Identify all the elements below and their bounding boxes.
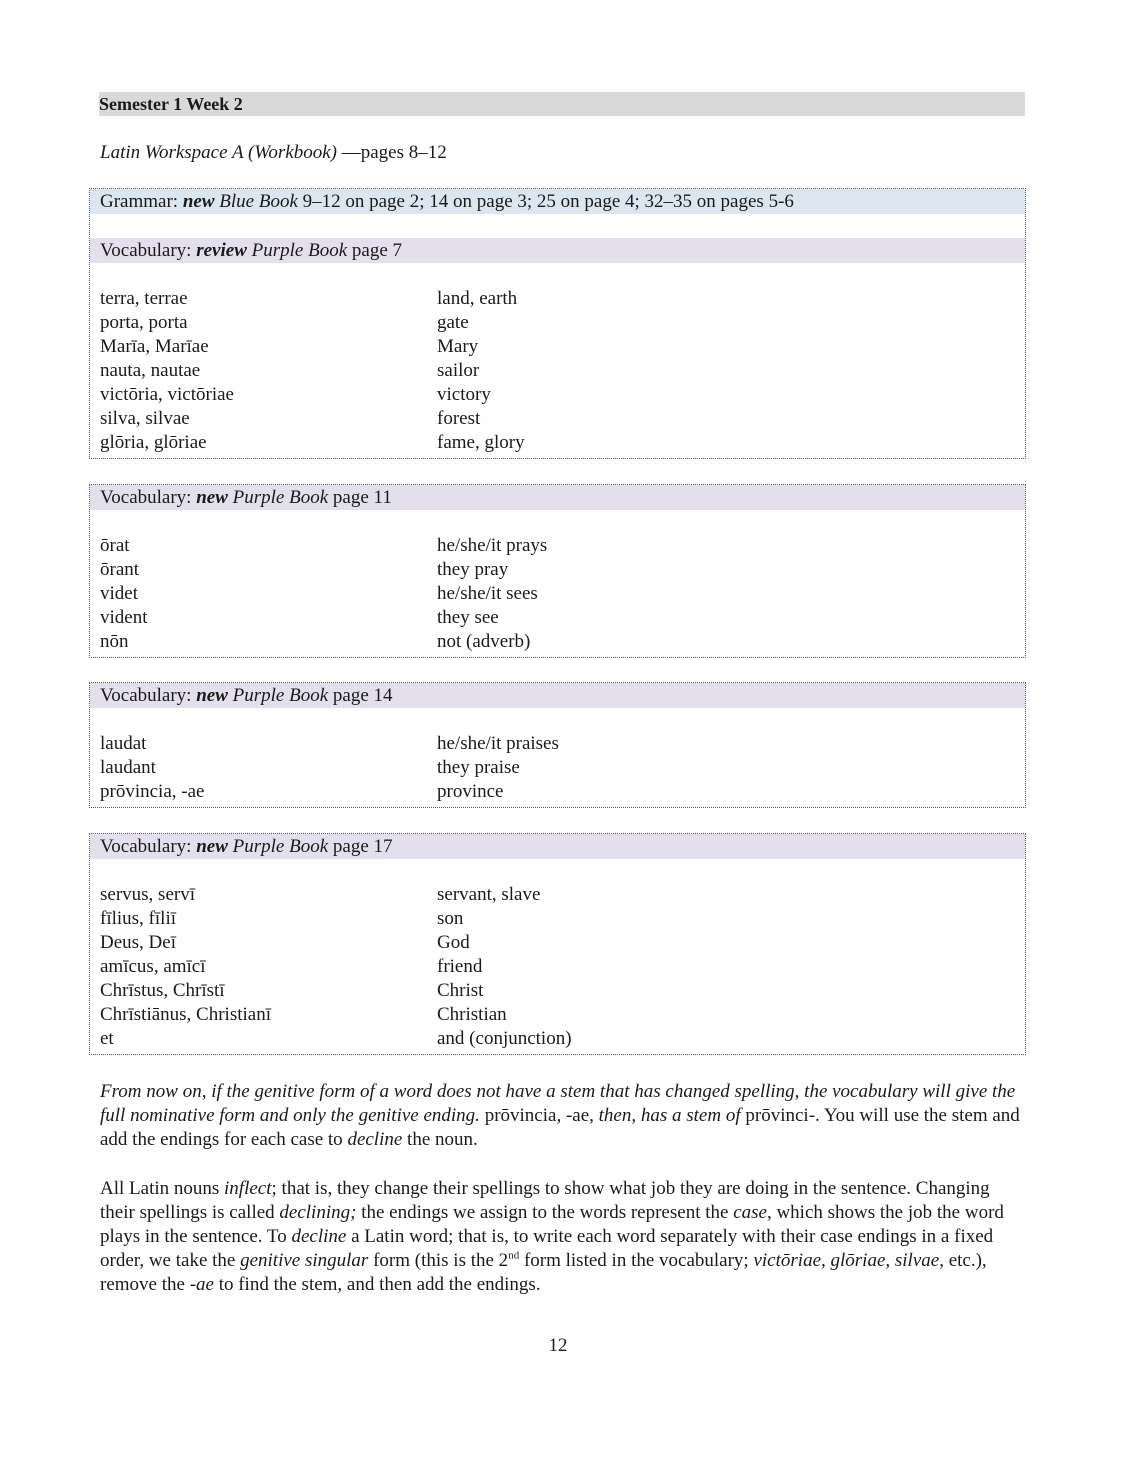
latin-word: Deus, Deī bbox=[100, 932, 176, 953]
vocab-review-title bbox=[90, 238, 1025, 263]
vocab-row bbox=[100, 558, 1025, 582]
latin-word: et bbox=[100, 1028, 114, 1049]
latin-word: laudant bbox=[100, 757, 156, 778]
genitive-note-paragraph bbox=[100, 1080, 1025, 1152]
vocab-17-label: Vocabulary: bbox=[100, 836, 197, 857]
note-text-1: prōvincia bbox=[479, 1105, 557, 1126]
latin-word: videt bbox=[100, 583, 138, 604]
vocab-row bbox=[100, 383, 1025, 407]
workbook-pages: —pages 8–12 bbox=[336, 142, 447, 163]
grammar-title bbox=[90, 189, 1025, 214]
latin-word: porta, porta bbox=[100, 312, 188, 333]
english-meaning: sailor bbox=[437, 360, 480, 381]
english-meaning: land, earth bbox=[437, 288, 518, 309]
latin-word: vident bbox=[100, 607, 148, 628]
english-meaning: and (conjunction) bbox=[437, 1028, 572, 1049]
english-meaning: friend bbox=[437, 956, 483, 977]
vocab-row bbox=[100, 287, 1025, 311]
para-italic: victōriae, glōriae, silvae bbox=[753, 1250, 940, 1271]
para-text: ; that is, they change their spellings to show what job they are doing in the sentence. Changing their spellings is called bbox=[100, 1178, 990, 1223]
english-meaning: he/she/it prays bbox=[437, 535, 548, 556]
vocab-row bbox=[100, 630, 1025, 654]
vocab-review-page: page 7 bbox=[347, 240, 403, 261]
vocab-row bbox=[100, 311, 1025, 335]
workbook-title: Latin Workspace A (Workbook) bbox=[100, 142, 337, 163]
grammar-book: Blue Book bbox=[219, 191, 298, 212]
vocab-page-11-box bbox=[89, 484, 1026, 658]
para-italic: declining; bbox=[279, 1202, 357, 1223]
note-text-5: the noun. bbox=[402, 1129, 478, 1150]
para-italic: decline bbox=[291, 1226, 347, 1247]
vocab-review-list bbox=[90, 287, 1025, 455]
latin-word: nōn bbox=[100, 631, 129, 652]
vocab-row bbox=[100, 955, 1025, 979]
vocab-14-label: Vocabulary: bbox=[100, 685, 197, 706]
para-text: the endings we assign to the words represent the bbox=[356, 1202, 734, 1223]
note-text-4: You will use the stem and add the endings for each case to bbox=[100, 1105, 1020, 1150]
vocab-17-title bbox=[90, 834, 1025, 859]
vocab-17-book: Purple Book bbox=[232, 836, 329, 857]
ordinal-superscript: nd bbox=[508, 1249, 520, 1262]
english-meaning: gate bbox=[437, 312, 469, 333]
latin-word: Chrīstiānus, Christianī bbox=[100, 1004, 271, 1025]
latin-word: glōria, glōriae bbox=[100, 432, 207, 453]
latin-word: fīlius, fīliī bbox=[100, 908, 176, 929]
para-text: form (this is the 2 bbox=[368, 1250, 509, 1271]
vocab-review-emph: review bbox=[196, 240, 247, 261]
vocab-row bbox=[100, 1027, 1025, 1051]
latin-word: prōvincia, -ae bbox=[100, 781, 205, 802]
vocab-row bbox=[100, 335, 1025, 359]
para-text: , etc.), remove the bbox=[100, 1250, 987, 1295]
para-italic: -ae bbox=[189, 1274, 214, 1295]
latin-word: terra, terrae bbox=[100, 288, 188, 309]
latin-word: servus, servī bbox=[100, 884, 195, 905]
english-meaning: not (adverb) bbox=[437, 631, 531, 652]
vocab-11-emph: new bbox=[196, 487, 228, 508]
english-meaning: they see bbox=[437, 607, 499, 628]
note-italic-4: decline bbox=[347, 1129, 403, 1150]
english-meaning: Christian bbox=[437, 1004, 507, 1025]
vocab-page-17-box bbox=[89, 833, 1026, 1055]
english-meaning: fame, glory bbox=[437, 432, 525, 453]
vocab-row bbox=[100, 534, 1025, 558]
english-meaning: Christ bbox=[437, 980, 484, 1001]
vocab-row bbox=[100, 756, 1025, 780]
vocab-row bbox=[100, 1003, 1025, 1027]
english-meaning: God bbox=[437, 932, 470, 953]
latin-word: Marīa, Marīae bbox=[100, 336, 209, 357]
note-text-2: -ae bbox=[565, 1105, 590, 1126]
vocab-row bbox=[100, 582, 1025, 606]
vocab-11-label: Vocabulary: bbox=[100, 487, 197, 508]
vocab-review-book: Purple Book bbox=[251, 240, 348, 261]
declension-paragraph bbox=[100, 1177, 1025, 1297]
vocab-17-emph: new bbox=[196, 836, 228, 857]
para-text: to find the stem, and then add the endings. bbox=[213, 1274, 541, 1295]
vocab-row bbox=[100, 431, 1025, 455]
vocab-11-book: Purple Book bbox=[232, 487, 329, 508]
page-number: 12 bbox=[548, 1335, 568, 1356]
note-text-3: prōvinci-. bbox=[745, 1105, 820, 1126]
vocab-11-page: page 11 bbox=[328, 487, 392, 508]
note-italic-2: , bbox=[556, 1105, 566, 1126]
vocab-11-title bbox=[90, 485, 1025, 510]
english-meaning: forest bbox=[437, 408, 481, 429]
vocab-row bbox=[100, 407, 1025, 431]
para-text: , which shows the job the word plays in the sentence. To bbox=[100, 1202, 1004, 1247]
vocab-row bbox=[100, 732, 1025, 756]
vocab-row bbox=[100, 931, 1025, 955]
latin-word: victōria, victōriae bbox=[100, 384, 234, 405]
vocab-review-label: Vocabulary: bbox=[100, 240, 197, 261]
grammar-emph: new bbox=[182, 191, 215, 212]
para-text: a Latin word; that is, to write each word separately with their case endings in a fixed order, we take the bbox=[100, 1226, 994, 1271]
vocab-17-page: page 17 bbox=[328, 836, 393, 857]
vocab-14-list bbox=[90, 732, 1025, 804]
latin-word: ōrant bbox=[100, 559, 140, 580]
english-meaning: he/she/it praises bbox=[437, 733, 559, 754]
vocab-11-list bbox=[90, 534, 1025, 654]
vocab-14-title bbox=[90, 683, 1025, 708]
vocab-row bbox=[100, 780, 1025, 804]
latin-word: amīcus, amīcī bbox=[100, 956, 206, 977]
para-italic: inflect bbox=[224, 1178, 272, 1199]
note-italic-3: , then, has a stem of bbox=[589, 1105, 746, 1126]
english-meaning: they praise bbox=[437, 757, 520, 778]
vocab-row bbox=[100, 979, 1025, 1003]
para-text: form listed in the vocabulary; bbox=[519, 1250, 754, 1271]
note-italic-1: From now on, if the genitive form of a word does not have a stem that has changed spelling, the vocabulary will give the full nominative form and only the genitive ending. bbox=[100, 1081, 1016, 1126]
latin-word: Chrīstus, Chrīstī bbox=[100, 980, 225, 1001]
para-italic: case bbox=[733, 1202, 767, 1223]
latin-word: nauta, nautae bbox=[100, 360, 201, 381]
latin-word: silva, silvae bbox=[100, 408, 190, 429]
latin-word: laudat bbox=[100, 733, 147, 754]
english-meaning: Mary bbox=[437, 336, 479, 357]
english-meaning: son bbox=[437, 908, 464, 929]
workbook-subtitle bbox=[100, 141, 447, 165]
english-meaning: servant, slave bbox=[437, 884, 541, 905]
week-heading: Semester 1 Week 2 bbox=[99, 92, 1025, 116]
vocab-row bbox=[100, 883, 1025, 907]
vocab-row bbox=[100, 606, 1025, 630]
english-meaning: victory bbox=[437, 384, 491, 405]
para-italic: genitive singular bbox=[240, 1250, 369, 1271]
vocab-17-list bbox=[90, 883, 1025, 1051]
vocab-row bbox=[100, 907, 1025, 931]
latin-word: ōrat bbox=[100, 535, 130, 556]
english-meaning: they pray bbox=[437, 559, 509, 580]
grammar-label: Grammar: bbox=[100, 191, 183, 212]
para-text: All Latin nouns bbox=[100, 1178, 225, 1199]
english-meaning: he/she/it sees bbox=[437, 583, 538, 604]
grammar-pages: 9–12 on page 2; 14 on page 3; 25 on page 4; 32–35 on pages 5-6 bbox=[297, 191, 794, 212]
vocab-14-page: page 14 bbox=[328, 685, 393, 706]
vocab-14-book: Purple Book bbox=[232, 685, 329, 706]
vocab-page-14-box bbox=[89, 682, 1026, 808]
grammar-review-box bbox=[89, 188, 1026, 459]
vocab-row bbox=[100, 359, 1025, 383]
vocab-14-emph: new bbox=[196, 685, 228, 706]
english-meaning: province bbox=[437, 781, 504, 802]
